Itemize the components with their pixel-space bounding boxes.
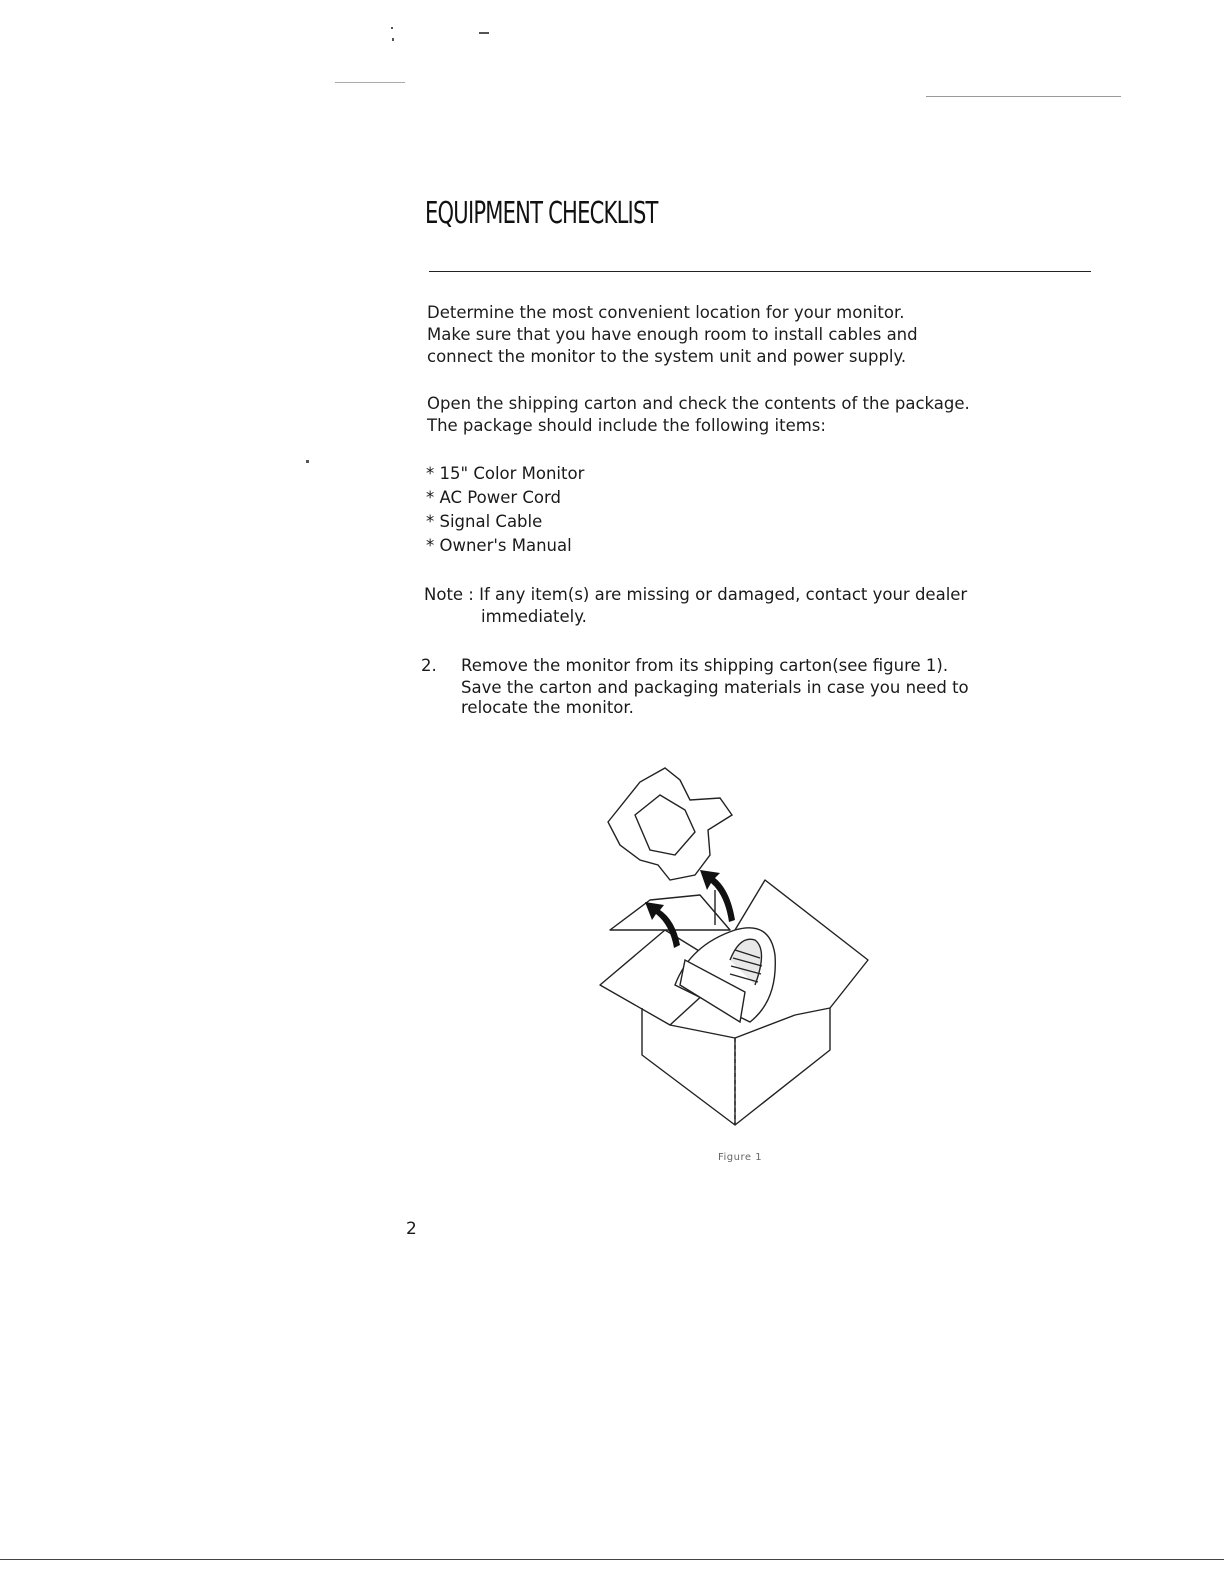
- page-title: EQUIPMENT CHECKLIST: [425, 196, 658, 231]
- open-carton-paragraph: [427, 393, 970, 437]
- unpacking-illustration: [590, 760, 880, 1140]
- intro-line: Determine the most convenient location for your monitor.: [427, 303, 905, 322]
- intro-line: connect the monitor to the system unit and power supply.: [427, 347, 907, 366]
- scan-edge-line: [0, 1559, 1224, 1560]
- scan-speck: [926, 96, 1121, 97]
- scan-speck: [335, 82, 405, 83]
- figure-caption: Figure 1: [718, 1152, 763, 1163]
- list-item: * Owner's Manual: [426, 536, 572, 555]
- step-line: Save the carton and packaging materials in case you need to: [461, 678, 969, 697]
- open-line: Open the shipping carton and check the contents of the package.: [427, 394, 970, 413]
- scan-speck: [392, 38, 394, 41]
- note-paragraph: [424, 584, 967, 628]
- scan-speck: [479, 32, 489, 34]
- step-line: Remove the monitor from its shipping carton(see figure 1).: [461, 656, 949, 675]
- step-line: relocate the monitor.: [461, 698, 634, 717]
- list-item: * Signal Cable: [426, 512, 543, 531]
- scan-speck: [306, 460, 309, 463]
- open-line: The package should include the following items:: [427, 416, 826, 435]
- scan-speck: [391, 27, 393, 29]
- monitor-drawing: [675, 928, 775, 1022]
- page-number: 2: [406, 1219, 417, 1239]
- note-line: Note : If any item(s) are missing or damaged, contact your dealer: [424, 585, 968, 604]
- list-item: * 15" Color Monitor: [426, 464, 585, 483]
- package-items-list: [426, 462, 584, 558]
- note-line: immediately.: [481, 607, 587, 626]
- list-item: * AC Power Cord: [426, 488, 561, 507]
- step-2: [421, 656, 1041, 726]
- intro-line: Make sure that you have enough room to install cables and: [427, 325, 918, 344]
- foam-insert-drawing: [608, 768, 732, 880]
- title-divider: [429, 271, 1091, 272]
- step-number: 2.: [421, 656, 437, 675]
- intro-paragraph: [427, 302, 918, 368]
